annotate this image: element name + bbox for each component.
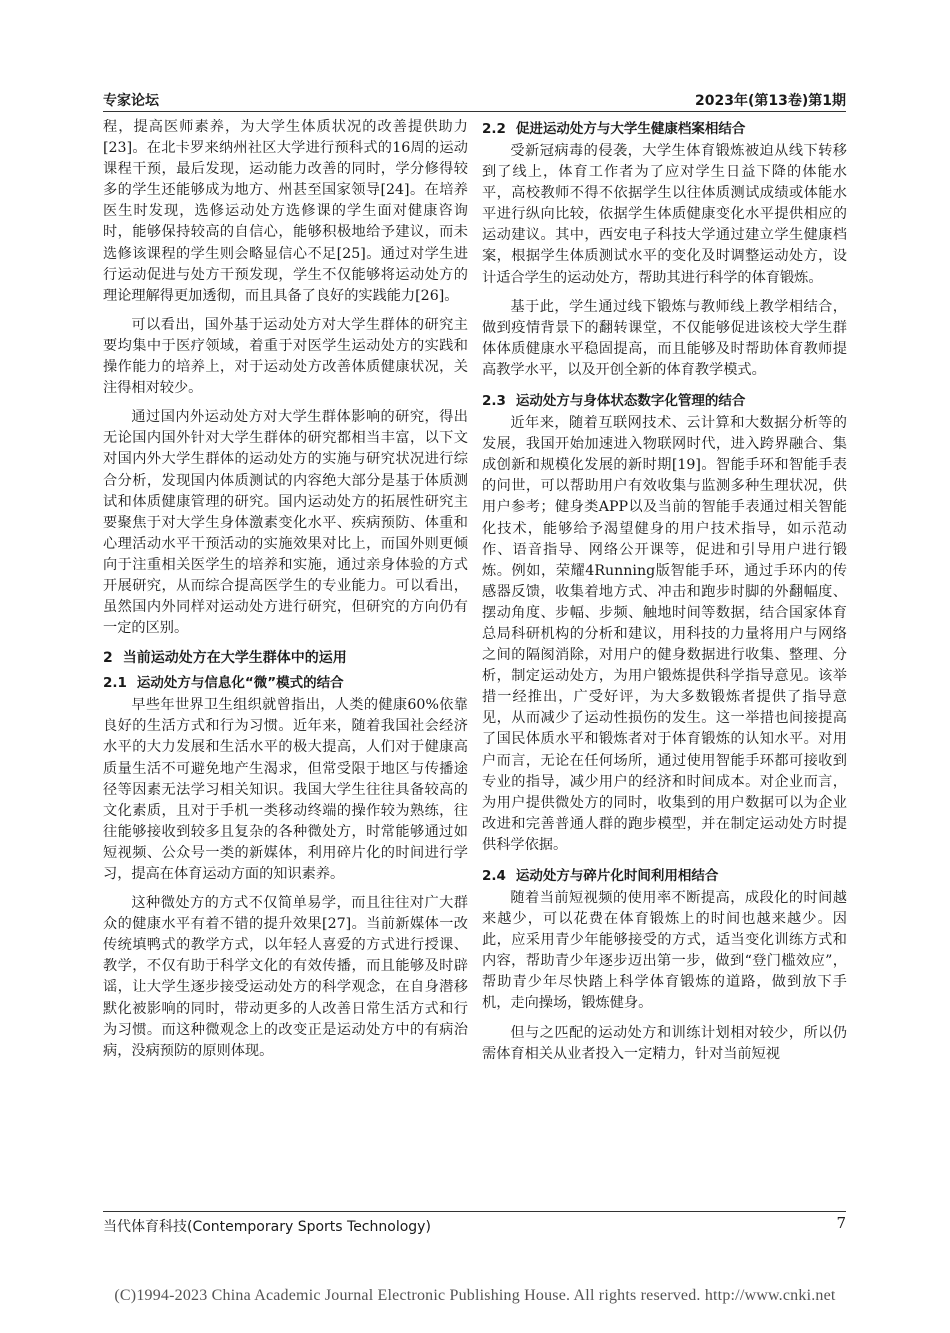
paragraph: 基于此，学生通过线下锻炼与教师线上教学相结合，做到疫情背景下的翻转课堂，不仅能够促进该校大学生群体体质健康水平稳固提高，而且能够及时帮助体育教师提高教学水平，以及开创全新的体育教学模式。 [482,298,847,378]
copyright-notice: (C)1994-2023 China Academic Journal Electronic Publishing House. All rights reserved. http://www.cnki.net [114,1287,836,1304]
running-header-section: 专家论坛 [103,93,159,109]
section-title: 当前运动处方在大学生群体中的运用 [122,650,347,667]
subsection-number: 2.4 [482,868,506,884]
paragraph: 近年来，随着互联网技术、云计算和大数据分析等的发展，我国开始加速进入物联网时代，进入跨界融合、集成创新和规模化发展的新时期[19]。智能手环和智能手表的问世，可以帮助用户有效收集与监测多种生理状况，供用户参考；健身类APP以及当前的智能手表通过相关智能化技术，能够给予渴望健身的用户技术指导，如示范动作、语音指导、网络公开课等，促进和引导用户进行锻炼。例如，荣耀4Running版智能手环，通过手环内的传感器反馈，收集着地方式、冲击和跑步时脚的外翻幅度、摆动角度、步幅、步频、触地时间等数据，结合国家体育总局科研机构的分析和建议，用科技的力量将用户与网络之间的隔阂消除，对用户的健身数据进行收集、整理、分析，制定运动处方，为用户锻炼提供科学指导意见。该举措一经推出，广受好评，为大多数锻炼者提供了指导意见，从而减少了运动性损伤的发生。这一举措也间接提高了国民体质水平和锻炼者对于体育锻炼的认知水平。对用户而言，无论在任何场所，通过使用智能手环都可接收到专业的指导，减少用户的经济和时间成本。对企业而言，为用户提供微处方的同时，收集到的用户数据可以为企业改进和完善普通人群的跑步模型，并在制定运动处方时提供科学依据。 [482,415,847,853]
header-rule [103,111,846,112]
subsection-title: 运动处方与信息化“微”模式的结合 [136,675,344,692]
paragraph: 通过国内外运动处方对大学生群体影响的研究，得出无论国内国外针对大学生群体的研究都相当丰富，以下文对国内外大学生群体的运动处方的实施与研究状况进行综合分析，发现国内体质测试的内容绝大部分是基于体质测试和体质健康管理的研究。国内运动处方的拓展性研究主要聚焦于对大学生身体激素变化水平、疾病预防、体重和心理活动水平干预活动的实施效果对比上，而国外则更倾向于注重相关医学生的培养和实施，通过亲身体验的方式开展研究，从而综合提高医学生的专业能力。可以看出，虽然国内外同样对运动处方进行研究，但研究的方向仍有一定的区别。 [103,409,468,637]
right-column [482,117,847,1073]
paragraph: 可以看出，国外基于运动处方对大学生群体的研究主要均集中于医疗领域，着重于对医学生运动处方的实践和操作能力的培养上，对于运动处方改善体质健康状况，关注得相对较少。 [103,316,468,397]
subsection-title: 运动处方与碎片化时间利用相结合 [515,868,719,884]
subsection-title: 促进运动处方与大学生健康档案相结合 [515,121,746,137]
left-column [103,117,468,1070]
subsection-heading-2-2 [482,117,847,137]
paragraph: 程，提高医师素养，为大学生体质状况的改善提供助力[23]。在北卡罗来纳州社区大学进行预科式的16周的运动课程干预，最后发现，运动能力改善的同时，学分修得较多的学生还能够成为地方、州甚至国家领导[24]。在培养医生时发现，选修运动处方选修课的学生面对健康咨询时，能够保持较高的自信心，能够积极地给予建议，而未选修该课程的学生则会略显信心不足[25]。通过对学生进行运动促进与处方干预发现，学生不仅能够将运动处方的理论理解得更加透彻，而且具备了良好的实践能力[26]。 [103,119,468,304]
paragraph: 早些年世界卫生组织就曾指出，人类的健康60%依靠良好的生活方式和行为习惯。近年来，随着我国社会经济水平的大力发展和生活水平的极大提高，人们对于健康高质量生活不可避免地产生渴求，但常受限于地区与传播途径等因素无法学习相关知识。我国大学生往往具备较高的文化素质，且对于手机一类移动终端的操作较为熟练，往往能够接收到较多且复杂的各种微处方，时常能够通过如短视频、公众号一类的新媒体，利用碎片化的时间进行学习，提高在体育运动方面的知识素养。 [103,697,468,882]
subsection-number: 2.3 [482,393,506,410]
subsection-heading-2-4 [482,864,847,884]
section-heading-2 [103,647,468,667]
subsection-heading-2-1 [103,671,468,691]
paragraph: 受新冠病毒的侵袭，大学生体育锻炼被迫从线下转移到了线上，体育工作者为了应对学生日益下降的体能水平，高校教师不得不依据学生以往体质测试成绩或体能水平进行纵向比较，依据学生体质健康变化水平提供相应的运动建议。其中，西安电子科技大学通过建立学生健康档案，根据学生体质测试水平的变化及时调整运动处方，设计适合学生的运动处方，帮助其进行科学的体育锻炼。 [482,143,847,286]
running-header-issue: 2023年(第13卷)第1期 [695,93,846,109]
subsection-title: 运动处方与身体状态数字化管理的结合 [515,393,746,410]
page-number: 7 [836,1214,846,1232]
journal-name: 当代体育科技(Contemporary Sports Technology) [103,1219,431,1235]
paragraph: 随着当前短视频的使用率不断提高，成段化的时间越来越少，可以花费在体育锻炼上的时间也越来越少。因此，应采用青少年能够接受的方式，适当变化训练方式和内容，帮助青少年逐步迈出第一步，做到“登门槛效应”，帮助青少年尽快踏上科学体育锻炼的道路，做到放下手机，走向操场，锻炼健身。 [482,890,847,1012]
subsection-heading-2-3 [482,389,847,409]
section-number: 2 [103,650,113,667]
subsection-number: 2.1 [103,675,127,692]
footer-rule [103,1211,846,1212]
subsection-number: 2.2 [482,121,506,137]
paragraph: 但与之匹配的运动处方和训练计划相对较少，所以仍需体育相关从业者投入一定精力，针对当前短视 [482,1024,847,1062]
paragraph: 这种微处方的方式不仅简单易学，而且往往对广大群众的健康水平有着不错的提升效果[27]。当前新媒体一改传统填鸭式的教学方式，以年轻人喜爱的方式进行授课、教学，不仅有助于科学文化的有效传播，而且能够及时辟谣，让大学生逐步接受运动处方的科学观念，在自身潜移默化被影响的同时，带动更多的人改善日常生活方式和行为习惯。而这种微观念上的改变正是运动处方中的有病治病，没病预防的原则体现。 [103,895,468,1059]
